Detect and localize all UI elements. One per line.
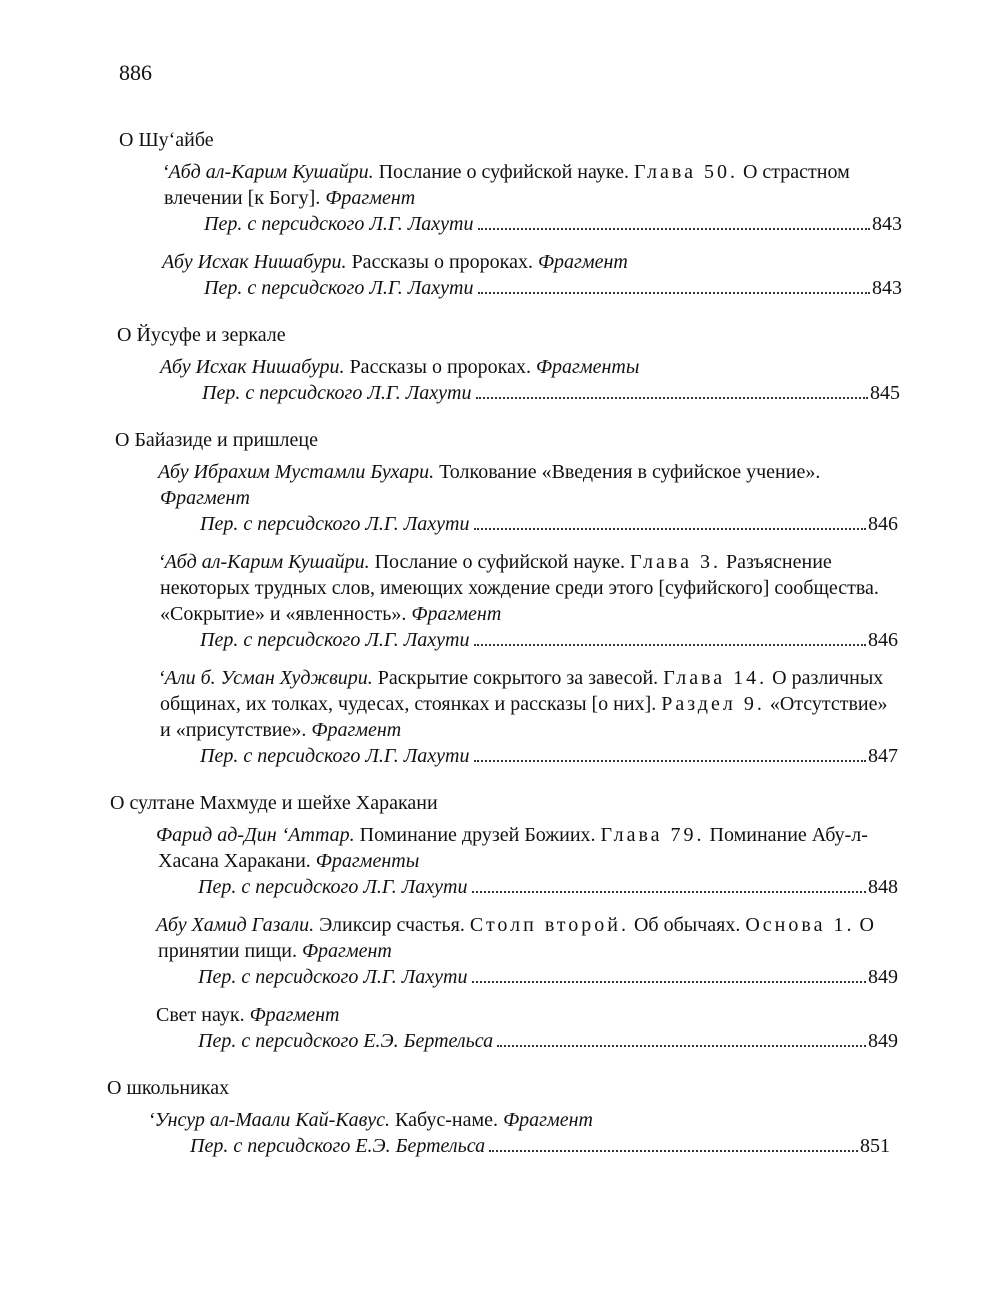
dot-leader [474, 528, 866, 530]
toc-section [0, 427, 1000, 769]
entry-text: Поминание друзей Божиих. [354, 824, 601, 846]
entry-author: Абу Исхак Нишабури. [160, 356, 345, 378]
translator: Пер. с персидского Л.Г. Лахути [202, 382, 472, 404]
entry-title [158, 912, 898, 964]
entry-author: ‘Абд ал-Карим Кушайри. [162, 161, 374, 183]
toc-section [0, 322, 1000, 406]
translator-line [200, 511, 898, 537]
entry-page-number: 846 [868, 629, 898, 651]
entry-fragment-label: Фрагмент [411, 603, 502, 625]
translator: Пер. с персидского Л.Г. Лахути [198, 966, 468, 988]
entry-title [160, 665, 898, 743]
dot-leader [472, 891, 866, 893]
translator: Пер. с персидского Л.Г. Лахути [204, 213, 474, 235]
entry-page-number: 849 [868, 966, 898, 988]
translator: Пер. с персидского Л.Г. Лахути [198, 876, 468, 898]
toc-entry [158, 912, 898, 990]
toc-entry [164, 249, 902, 301]
entry-title [150, 1107, 890, 1133]
toc-entry [162, 354, 900, 406]
translator-line [200, 627, 898, 653]
entry-chapter: Столп второй. [469, 914, 629, 936]
dot-leader [474, 760, 866, 762]
entry-title [158, 1002, 898, 1028]
entry-text: О различных общинах, их толках, чудесах, стоянках и рассказы [о них]. [160, 667, 884, 715]
entry-text: Разъяснение некоторых трудных слов, имеющих хождение среди этого [суфийского] сообщества. «Сокрытие» и «явленность». [160, 551, 879, 625]
entry-text: Свет наук. [156, 1004, 250, 1026]
entry-title [160, 459, 850, 511]
entry-text: Послание о суфийской науке. [369, 551, 630, 573]
entry-chapter: Глава 50. [633, 161, 738, 183]
entry-page-number: 846 [868, 513, 898, 535]
entry-page-number: 851 [860, 1135, 890, 1157]
entry-title [158, 822, 898, 874]
entry-fragment-label: Фрагмент [249, 1004, 340, 1026]
toc-entry [160, 549, 898, 653]
entry-text: Кабус-наме. [390, 1109, 504, 1131]
entry-author: Абу Ибрахим Мустамли Бухари. [158, 461, 435, 483]
entry-fragment-label: Фрагмент [537, 251, 628, 273]
entry-author: Абу Исхак Нишабури. [162, 251, 347, 273]
entry-page-number: 843 [872, 277, 902, 299]
section-title: О Байазиде и пришлеце [115, 429, 318, 451]
entry-title [164, 249, 902, 275]
entry-chapter: Глава 14. [663, 667, 768, 689]
dot-leader [478, 292, 870, 294]
entry-author: ‘Али б. Усман Худжвири. [158, 667, 373, 689]
toc-section [0, 1075, 1000, 1159]
entry-fragment-label: Фрагмент [325, 187, 416, 209]
dot-leader [476, 397, 868, 399]
entry-text: Рассказы о пророках. [346, 251, 538, 273]
entry-subsection: Основа 1. [745, 914, 855, 936]
toc-section [0, 127, 1000, 301]
toc-entry [158, 822, 898, 900]
section-title: О Шу‘айбе [119, 129, 214, 151]
entry-author: Абу Хамид Газали. [156, 914, 315, 936]
entry-title [160, 549, 898, 627]
dot-leader [497, 1045, 866, 1047]
translator: Пер. с персидского Л.Г. Лахути [200, 745, 470, 767]
translator: Пер. с персидского Л.Г. Лахути [204, 277, 474, 299]
translator: Пер. с персидского Л.Г. Лахути [200, 629, 470, 651]
toc-entry [160, 665, 898, 769]
translator-line [190, 1133, 890, 1159]
entry-page-number: 847 [868, 745, 898, 767]
entry-text: О принятии пищи. [158, 914, 874, 962]
entry-text: О страстном влечении [к Богу]. [164, 161, 850, 209]
entry-fragment-label: Фрагмент [160, 487, 250, 509]
entry-chapter: Глава 3. [629, 551, 721, 573]
entry-text: Толкование «Введения в суфийское учение». [434, 461, 821, 483]
entry-fragment-label: Фрагмент [503, 1109, 593, 1131]
entry-author: ‘Абд ал-Карим Кушайри. [158, 551, 370, 573]
translator-line [200, 743, 898, 769]
section-title: О Йусуфе и зеркале [117, 324, 286, 346]
toc-entry [158, 1002, 898, 1054]
entry-fragment-label: Фрагмент [301, 940, 392, 962]
dot-leader [489, 1150, 858, 1152]
dot-leader [474, 644, 866, 646]
entry-page-number: 845 [870, 382, 900, 404]
entry-chapter: Глава 79. [600, 824, 705, 846]
translator: Пер. с персидского Е.Э. Бертельса [198, 1030, 494, 1052]
translator-line [202, 380, 900, 406]
dot-leader [472, 981, 866, 983]
entry-text: Раскрытие сокрытого за завесой. [372, 667, 664, 689]
entry-title [162, 354, 900, 380]
entry-text: Об обычаях. [628, 914, 746, 936]
entry-page-number: 848 [868, 876, 898, 898]
entry-author: ‘Унсур ал-Маали Кай-Кавус. [148, 1109, 391, 1131]
entry-text: Послание о суфийской науке. [373, 161, 634, 183]
entry-author: Фарид ад-Дин ‘Аттар. [156, 824, 355, 846]
entry-text: Рассказы о пророках. [344, 356, 536, 378]
toc-section [0, 790, 1000, 1054]
translator-line [204, 211, 902, 237]
translator-line [198, 964, 898, 990]
entry-text: Поминание Абу-л-Хасана Харакани. [158, 824, 868, 872]
translator: Пер. с персидского Л.Г. Лахути [200, 513, 470, 535]
translator-line [198, 874, 898, 900]
entry-page-number: 849 [868, 1030, 898, 1052]
entry-subsection: Раздел 9. [661, 693, 765, 715]
toc-entry [164, 159, 902, 237]
translator: Пер. с персидского Е.Э. Бертельса [190, 1135, 486, 1157]
section-title: О султане Махмуде и шейхе Харакани [110, 792, 438, 814]
entry-fragment-label: Фрагменты [535, 356, 640, 378]
translator-line [204, 275, 902, 301]
entry-text: «Отсутствие» и «присутствие». [160, 693, 888, 741]
entry-title [164, 159, 902, 211]
page-number: 886 [119, 60, 152, 85]
entry-fragment-label: Фрагменты [315, 850, 420, 872]
entry-fragment-label: Фрагмент [311, 719, 402, 741]
dot-leader [478, 228, 870, 230]
entry-text: Эликсир счастья. [314, 914, 470, 936]
entry-page-number: 843 [872, 213, 902, 235]
toc-entry [160, 459, 898, 537]
toc-entry [150, 1107, 890, 1159]
table-of-contents [0, 127, 1000, 1180]
section-title: О школьниках [107, 1077, 230, 1099]
translator-line [198, 1028, 898, 1054]
